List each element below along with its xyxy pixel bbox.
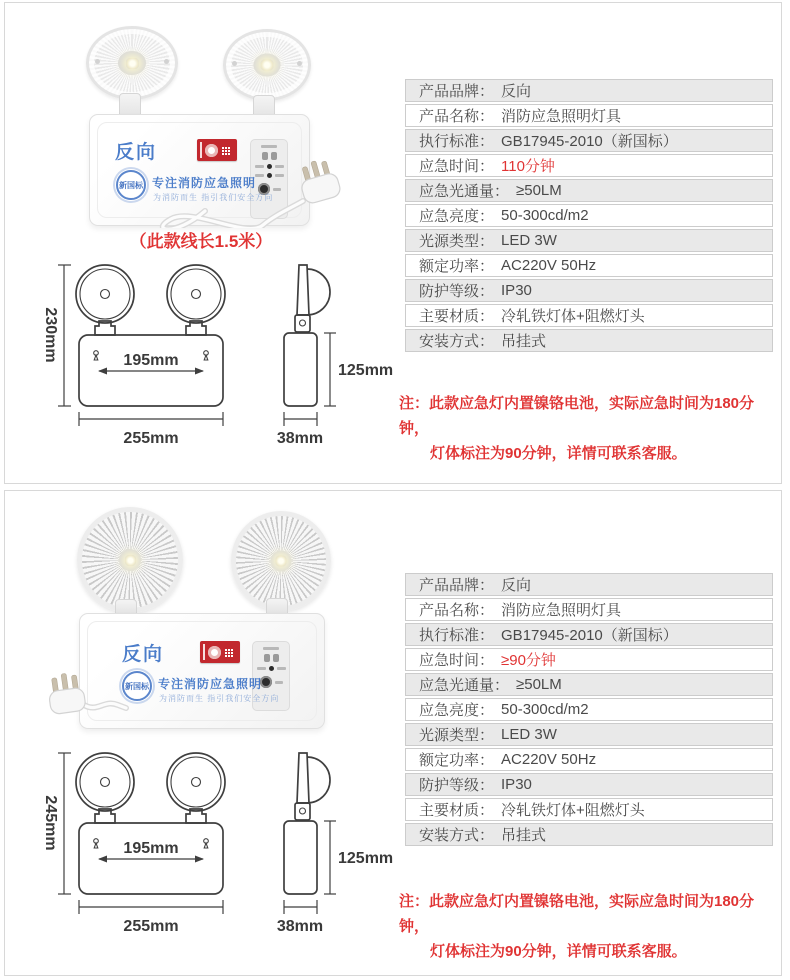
spec-row: 执行标准： GB17945-2010（新国标） [405,623,773,646]
spec-row: 光源类型： LED 3W [405,723,773,746]
footnote-line2: 灯体标注为90分钟，详情可联系客服。 [430,943,687,960]
brand-logo: 反向 [122,644,165,665]
spec-row: 应急亮度： 50-300cd/m2 [405,204,773,227]
cert-label-icon [200,641,240,663]
footnote-line2: 灯体标注为90分钟，详情可联系客服。 [430,445,687,462]
cert-label-icon [197,139,237,161]
spec-row: 应急时间： ≥90分钟 [405,648,773,671]
spec-row: 主要材质： 冷轧铁灯体+阻燃灯头 [405,798,773,821]
spec-row: 产品名称： 消防应急照明灯具 [405,598,773,621]
spec-row: 应急时间： 110分钟 [405,154,773,177]
product-photo [40,503,400,756]
spec-table [405,79,773,354]
dimension-drawing [25,741,395,961]
product-section-2 [4,490,782,976]
footnote [399,391,781,466]
dim-mount-span: 195mm [123,840,179,857]
spec-row: 安装方式： 吊挂式 [405,329,773,352]
lamp-head-left-icon [77,507,183,613]
dim-front-height: 245mm [42,795,59,851]
dim-front-height: 230mm [42,307,59,363]
spec-row: 执行标准： GB17945-2010（新国标） [405,129,773,152]
dimension-drawing [25,253,395,473]
dim-side-depth: 38mm [276,918,324,935]
dim-side-depth: 38mm [276,430,324,447]
subslogan-text: 为消防而生 指引我们安全方向 [153,193,274,202]
new-standard-badge: 新国标 [122,671,152,701]
lamp-head-left-icon [86,26,178,100]
spec-row: 应急亮度： 50-300cd/m2 [405,698,773,721]
spec-row: 防护等级： IP30 [405,773,773,796]
product-photo [65,13,385,228]
spec-row: 额定功率： AC220V 50Hz [405,254,773,277]
spec-row: 安装方式： 吊挂式 [405,823,773,846]
spec-row: 光源类型： LED 3W [405,229,773,252]
spec-table [405,573,773,848]
dim-mount-span: 195mm [123,352,179,369]
spec-row: 防护等级： IP30 [405,279,773,302]
lamp-head-right-icon [223,29,311,101]
dim-side-height: 125mm [338,362,394,379]
dim-body-width: 255mm [123,918,179,935]
dim-body-width: 255mm [123,430,179,447]
product-section-1 [4,2,782,484]
cord-length-note: （此款线长1.5米） [129,232,273,251]
slogan-text: 专注消防应急照明 [152,176,257,190]
spec-row: 主要材质： 冷轧铁灯体+阻燃灯头 [405,304,773,327]
spec-row: 产品品牌： 反向 [405,79,773,102]
lamp-body [89,114,310,226]
dim-side-height: 125mm [338,850,394,867]
spec-row: 应急光通量： ≥50LM [405,673,773,696]
new-standard-badge: 新国标 [116,170,146,200]
footnote-line1: 注：此款应急灯内置镍铬电池，实际应急时间为180分钟， [399,893,755,935]
brand-logo: 反向 [115,142,158,163]
lamp-head-right-icon [231,511,331,611]
lamp-body [79,613,325,729]
footnote [399,889,781,964]
spec-row: 额定功率： AC220V 50Hz [405,748,773,771]
footnote-line1: 注：此款应急灯内置镍铬电池，实际应急时间为180分钟， [399,395,755,437]
spec-row: 产品名称： 消防应急照明灯具 [405,104,773,127]
spec-row: 产品品牌： 反向 [405,573,773,596]
spec-row: 应急光通量： ≥50LM [405,179,773,202]
slogan-text: 专注消防应急照明 [158,677,263,691]
subslogan-text: 为消防而生 指引我们安全方向 [159,694,280,703]
